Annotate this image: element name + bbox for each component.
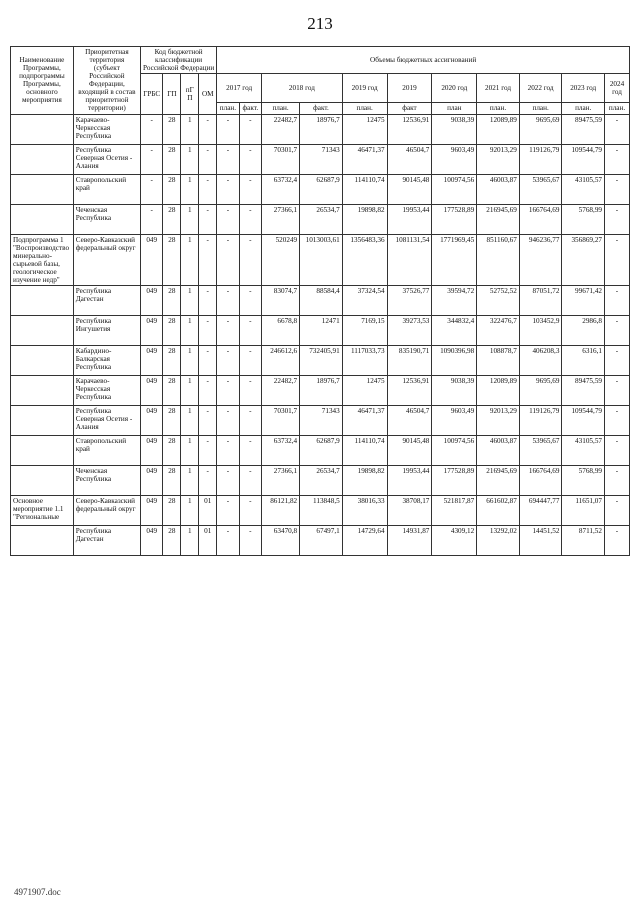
header-row-1: [11, 47, 630, 74]
cell-v2018p: 520249: [262, 234, 300, 285]
cell-gp: 28: [163, 174, 181, 204]
header-2022: 2022 год: [519, 74, 562, 103]
cell-v2023: 109544,79: [562, 144, 605, 174]
cell-v2019f: 12536,91: [387, 114, 432, 144]
cell-v2021: 216945,69: [477, 204, 520, 234]
cell-v2017p: -: [217, 345, 239, 375]
cell-program: [11, 375, 74, 405]
table-row: [11, 234, 630, 285]
cell-pgp: 1: [181, 315, 199, 345]
header-2023: 2023 год: [562, 74, 605, 103]
cell-pgp: 1: [181, 285, 199, 315]
cell-v2017p: -: [217, 174, 239, 204]
cell-v2019f: 38708,17: [387, 495, 432, 525]
cell-v2019p: 114110,74: [342, 174, 387, 204]
cell-grbs: 049: [141, 495, 163, 525]
cell-v2019f: 37526,77: [387, 285, 432, 315]
cell-v2017p: -: [217, 405, 239, 435]
cell-om: -: [199, 405, 217, 435]
cell-v2021: 108878,7: [477, 345, 520, 375]
cell-v2017f: -: [239, 405, 261, 435]
cell-v2022: 53965,67: [519, 174, 562, 204]
header-territory: Приоритетная территория (субъект Российской Федерации, входящий в состав приоритетной территории): [73, 47, 140, 115]
cell-program: Подпрограмма 1 "Воспроизводство минерально-сырьевой базы, геологическое изучение недр": [11, 234, 74, 285]
cell-v2023: 6316,1: [562, 345, 605, 375]
cell-v2020: 39594,72: [432, 285, 477, 315]
cell-v2023: 8711,52: [562, 525, 605, 555]
table-body: [11, 114, 630, 555]
cell-v2022: 53965,67: [519, 435, 562, 465]
cell-v2021: 322476,7: [477, 315, 520, 345]
cell-om: -: [199, 285, 217, 315]
cell-v2024: -: [605, 525, 630, 555]
cell-pgp: 1: [181, 345, 199, 375]
cell-v2018p: 63470,8: [262, 525, 300, 555]
cell-om: -: [199, 345, 217, 375]
cell-gp: 28: [163, 435, 181, 465]
cell-v2022: 87051,72: [519, 285, 562, 315]
cell-v2024: -: [605, 315, 630, 345]
cell-v2018p: 27366,1: [262, 204, 300, 234]
header-program: Наименование Программы, подпрограммы Программы, основного мероприятия: [11, 47, 74, 115]
cell-v2019p: 38016,33: [342, 495, 387, 525]
cell-program: [11, 315, 74, 345]
header-2019-plan: план.: [342, 103, 387, 114]
cell-v2017p: -: [217, 144, 239, 174]
cell-v2023: 89475,59: [562, 375, 605, 405]
cell-territory: Ставропольский край: [73, 435, 140, 465]
table-row: [11, 465, 630, 495]
cell-v2020: 1771969,45: [432, 234, 477, 285]
cell-grbs: 049: [141, 375, 163, 405]
cell-territory: Республика Северная Осетия - Алания: [73, 144, 140, 174]
header-2019-fact: факт: [387, 103, 432, 114]
cell-v2024: -: [605, 495, 630, 525]
header-2023-plan: план.: [562, 103, 605, 114]
cell-program: [11, 465, 74, 495]
cell-v2024: -: [605, 234, 630, 285]
cell-om: -: [199, 435, 217, 465]
cell-v2018p: 6678,8: [262, 315, 300, 345]
cell-v2017p: -: [217, 525, 239, 555]
cell-v2023: 99671,42: [562, 285, 605, 315]
header-code-group: Код бюджетной классификации Российской Федерации: [141, 47, 217, 74]
cell-v2020: 100974,56: [432, 435, 477, 465]
cell-pgp: 1: [181, 495, 199, 525]
header-2021: 2021 год: [477, 74, 520, 103]
cell-v2020: 177528,89: [432, 465, 477, 495]
cell-om: -: [199, 315, 217, 345]
cell-territory: Чеченская Республика: [73, 204, 140, 234]
cell-v2017f: -: [239, 234, 261, 285]
cell-territory: Северо-Кавказский федеральный округ: [73, 495, 140, 525]
cell-v2017p: -: [217, 285, 239, 315]
cell-v2018p: 63732,4: [262, 435, 300, 465]
cell-v2018f: 18976,7: [300, 114, 343, 144]
cell-v2022: 946236,77: [519, 234, 562, 285]
cell-territory: Ставропольский край: [73, 174, 140, 204]
cell-v2019p: 46471,37: [342, 405, 387, 435]
cell-v2021: 12089,89: [477, 114, 520, 144]
cell-v2024: -: [605, 174, 630, 204]
cell-gp: 28: [163, 234, 181, 285]
cell-v2022: 9695,69: [519, 375, 562, 405]
header-gp: ГП: [163, 74, 181, 114]
header-grbs: ГРБС: [141, 74, 163, 114]
header-volumes: Объемы бюджетных ассигнований: [217, 47, 630, 74]
cell-v2021: 661602,87: [477, 495, 520, 525]
cell-v2017f: -: [239, 465, 261, 495]
header-2018-fact: факт.: [300, 103, 343, 114]
cell-v2024: -: [605, 204, 630, 234]
cell-om: 01: [199, 525, 217, 555]
cell-v2024: -: [605, 465, 630, 495]
cell-v2018p: 86121,82: [262, 495, 300, 525]
cell-v2017f: -: [239, 435, 261, 465]
cell-pgp: 1: [181, 234, 199, 285]
cell-v2022: 166764,69: [519, 204, 562, 234]
cell-grbs: 049: [141, 285, 163, 315]
cell-v2020: 9038,39: [432, 375, 477, 405]
cell-v2021: 92013,29: [477, 144, 520, 174]
cell-gp: 28: [163, 375, 181, 405]
cell-grbs: 049: [141, 465, 163, 495]
cell-v2023: 5768,99: [562, 465, 605, 495]
cell-v2020: 177528,89: [432, 204, 477, 234]
header-2017-fact: факт.: [239, 103, 261, 114]
cell-v2018f: 26534,7: [300, 465, 343, 495]
document-filename: 4971907.doc: [14, 887, 61, 897]
cell-territory: Кабардино-Балкарская Республика: [73, 345, 140, 375]
cell-v2019p: 19898,82: [342, 465, 387, 495]
cell-v2017f: -: [239, 204, 261, 234]
cell-grbs: 049: [141, 525, 163, 555]
cell-territory: Республика Северная Осетия - Алания: [73, 405, 140, 435]
cell-pgp: 1: [181, 204, 199, 234]
cell-om: -: [199, 144, 217, 174]
cell-v2020: 521817,87: [432, 495, 477, 525]
cell-v2019p: 12475: [342, 375, 387, 405]
cell-v2017f: -: [239, 375, 261, 405]
cell-v2022: 694447,77: [519, 495, 562, 525]
table-row: [11, 495, 630, 525]
cell-pgp: 1: [181, 435, 199, 465]
cell-v2023: 5768,99: [562, 204, 605, 234]
cell-v2017f: -: [239, 114, 261, 144]
cell-v2022: 119126,79: [519, 405, 562, 435]
cell-grbs: 049: [141, 315, 163, 345]
cell-v2023: 11651,07: [562, 495, 605, 525]
cell-v2019f: 90145,48: [387, 174, 432, 204]
cell-v2020: 100974,56: [432, 174, 477, 204]
cell-om: -: [199, 465, 217, 495]
cell-v2018f: 113848,5: [300, 495, 343, 525]
budget-table: [10, 46, 630, 556]
cell-v2017f: -: [239, 345, 261, 375]
cell-v2022: 119126,79: [519, 144, 562, 174]
cell-v2021: 13292,02: [477, 525, 520, 555]
cell-v2018p: 27366,1: [262, 465, 300, 495]
header-2024-plan: план.: [605, 103, 630, 114]
cell-v2017p: -: [217, 465, 239, 495]
cell-program: [11, 345, 74, 375]
cell-grbs: -: [141, 204, 163, 234]
cell-v2018f: 62687,9: [300, 435, 343, 465]
cell-gp: 28: [163, 144, 181, 174]
header-2024: 2024 год: [605, 74, 630, 103]
cell-territory: Республика Дагестан: [73, 285, 140, 315]
table-row: [11, 144, 630, 174]
header-2019: 2019 год: [342, 74, 387, 103]
table-row: [11, 285, 630, 315]
cell-v2023: 43105,57: [562, 174, 605, 204]
cell-territory: Северо-Кавказский федеральный округ: [73, 234, 140, 285]
cell-v2018p: 83074,7: [262, 285, 300, 315]
header-2018-plan: план.: [262, 103, 300, 114]
cell-pgp: 1: [181, 465, 199, 495]
cell-pgp: 1: [181, 525, 199, 555]
header-2021-plan: план.: [477, 103, 520, 114]
cell-v2017f: -: [239, 285, 261, 315]
table-row: [11, 315, 630, 345]
cell-v2018p: 22482,7: [262, 114, 300, 144]
cell-v2020: 344832,4: [432, 315, 477, 345]
header-om: ОМ: [199, 74, 217, 114]
table-row: [11, 405, 630, 435]
cell-v2023: 2986,8: [562, 315, 605, 345]
cell-v2017f: -: [239, 144, 261, 174]
cell-gp: 28: [163, 345, 181, 375]
cell-v2019f: 39273,53: [387, 315, 432, 345]
table-row: [11, 435, 630, 465]
cell-v2024: -: [605, 144, 630, 174]
table-row: [11, 204, 630, 234]
cell-v2019f: 46504,7: [387, 144, 432, 174]
cell-v2020: 9603,49: [432, 144, 477, 174]
cell-om: 01: [199, 495, 217, 525]
cell-v2020: 9038,39: [432, 114, 477, 144]
cell-v2023: 43105,57: [562, 435, 605, 465]
cell-v2017p: -: [217, 495, 239, 525]
cell-om: -: [199, 234, 217, 285]
cell-v2020: 1090396,98: [432, 345, 477, 375]
cell-v2018p: 70301,7: [262, 405, 300, 435]
cell-territory: Карачаево-Черкесская Республика: [73, 114, 140, 144]
cell-gp: 28: [163, 315, 181, 345]
cell-v2019f: 19953,44: [387, 204, 432, 234]
cell-v2017p: -: [217, 114, 239, 144]
cell-v2023: 356869,27: [562, 234, 605, 285]
cell-v2021: 216945,69: [477, 465, 520, 495]
cell-v2021: 92013,29: [477, 405, 520, 435]
cell-program: [11, 144, 74, 174]
cell-v2019f: 19953,44: [387, 465, 432, 495]
cell-v2017p: -: [217, 375, 239, 405]
table-row: [11, 174, 630, 204]
cell-v2019p: 37324,54: [342, 285, 387, 315]
cell-grbs: 049: [141, 234, 163, 285]
cell-program: [11, 204, 74, 234]
cell-v2024: -: [605, 435, 630, 465]
cell-v2021: 12089,89: [477, 375, 520, 405]
cell-v2019p: 46471,37: [342, 144, 387, 174]
cell-program: [11, 285, 74, 315]
cell-om: -: [199, 375, 217, 405]
cell-v2018f: 67497,1: [300, 525, 343, 555]
cell-gp: 28: [163, 114, 181, 144]
cell-v2018f: 62687,9: [300, 174, 343, 204]
cell-v2018f: 732405,91: [300, 345, 343, 375]
cell-v2019f: 12536,91: [387, 375, 432, 405]
cell-v2019p: 12475: [342, 114, 387, 144]
cell-v2019p: 7169,15: [342, 315, 387, 345]
cell-om: -: [199, 174, 217, 204]
cell-pgp: 1: [181, 144, 199, 174]
header-2018: 2018 год: [262, 74, 343, 103]
cell-territory: Республика Дагестан: [73, 525, 140, 555]
cell-program: [11, 174, 74, 204]
cell-v2020: 4309,12: [432, 525, 477, 555]
table-row: [11, 345, 630, 375]
table-row: [11, 375, 630, 405]
cell-v2019f: 46504,7: [387, 405, 432, 435]
cell-v2018f: 1013003,61: [300, 234, 343, 285]
cell-v2017p: -: [217, 435, 239, 465]
cell-v2019p: 1356483,36: [342, 234, 387, 285]
cell-v2024: -: [605, 375, 630, 405]
table-row: [11, 114, 630, 144]
cell-v2018f: 71343: [300, 405, 343, 435]
header-2017-plan: план.: [217, 103, 239, 114]
cell-v2022: 166764,69: [519, 465, 562, 495]
cell-program: [11, 435, 74, 465]
cell-v2018f: 26534,7: [300, 204, 343, 234]
cell-program: Основное мероприятие 1.1 "Региональные: [11, 495, 74, 525]
cell-gp: 28: [163, 405, 181, 435]
cell-v2017p: -: [217, 315, 239, 345]
cell-v2018f: 18976,7: [300, 375, 343, 405]
cell-v2023: 89475,59: [562, 114, 605, 144]
header-2017: 2017 год: [217, 74, 262, 103]
header-pgp: пГП: [181, 74, 199, 114]
header-2020: 2020 год: [432, 74, 477, 103]
cell-v2021: 46003,87: [477, 174, 520, 204]
cell-v2019p: 1117033,73: [342, 345, 387, 375]
page-number: 213: [307, 14, 333, 33]
cell-territory: Чеченская Республика: [73, 465, 140, 495]
cell-v2018f: 88584,4: [300, 285, 343, 315]
cell-v2017p: -: [217, 234, 239, 285]
cell-v2017f: -: [239, 315, 261, 345]
cell-v2024: -: [605, 345, 630, 375]
cell-territory: Карачаево-Черкесская Республика: [73, 375, 140, 405]
cell-program: [11, 405, 74, 435]
cell-gp: 28: [163, 495, 181, 525]
cell-v2017f: -: [239, 525, 261, 555]
cell-pgp: 1: [181, 405, 199, 435]
cell-v2019p: 114110,74: [342, 435, 387, 465]
cell-v2018p: 70301,7: [262, 144, 300, 174]
cell-territory: Республика Ингушетия: [73, 315, 140, 345]
cell-v2024: -: [605, 114, 630, 144]
cell-program: [11, 114, 74, 144]
cell-v2022: 14451,52: [519, 525, 562, 555]
cell-grbs: 049: [141, 435, 163, 465]
cell-om: -: [199, 204, 217, 234]
header-2020-plan: план: [432, 103, 477, 114]
table-row: [11, 525, 630, 555]
cell-grbs: -: [141, 114, 163, 144]
cell-v2021: 851160,67: [477, 234, 520, 285]
cell-v2021: 46003,87: [477, 435, 520, 465]
cell-v2022: 406208,3: [519, 345, 562, 375]
cell-grbs: -: [141, 144, 163, 174]
cell-v2019f: 835190,71: [387, 345, 432, 375]
cell-pgp: 1: [181, 375, 199, 405]
cell-v2022: 103452,9: [519, 315, 562, 345]
cell-v2018p: 63732,4: [262, 174, 300, 204]
cell-grbs: -: [141, 174, 163, 204]
cell-v2021: 52752,52: [477, 285, 520, 315]
cell-grbs: 049: [141, 405, 163, 435]
cell-gp: 28: [163, 204, 181, 234]
cell-v2020: 9603,49: [432, 405, 477, 435]
cell-gp: 28: [163, 525, 181, 555]
cell-v2019f: 14931,87: [387, 525, 432, 555]
cell-v2024: -: [605, 405, 630, 435]
cell-gp: 28: [163, 465, 181, 495]
cell-v2024: -: [605, 285, 630, 315]
header-2022-plan: план.: [519, 103, 562, 114]
cell-v2018p: 22482,7: [262, 375, 300, 405]
cell-v2018f: 71343: [300, 144, 343, 174]
cell-v2017f: -: [239, 174, 261, 204]
cell-v2017f: -: [239, 495, 261, 525]
cell-v2018p: 246612,6: [262, 345, 300, 375]
cell-v2019p: 14729,64: [342, 525, 387, 555]
cell-v2019f: 1081131,54: [387, 234, 432, 285]
cell-pgp: 1: [181, 174, 199, 204]
cell-program: [11, 525, 74, 555]
cell-gp: 28: [163, 285, 181, 315]
cell-v2023: 109544,79: [562, 405, 605, 435]
cell-v2017p: -: [217, 204, 239, 234]
cell-grbs: 049: [141, 345, 163, 375]
cell-pgp: 1: [181, 114, 199, 144]
cell-v2022: 9695,69: [519, 114, 562, 144]
cell-om: -: [199, 114, 217, 144]
cell-v2019p: 19898,82: [342, 204, 387, 234]
cell-v2019f: 90145,48: [387, 435, 432, 465]
cell-v2018f: 12471: [300, 315, 343, 345]
header-2019-fact-year: 2019: [387, 74, 432, 103]
